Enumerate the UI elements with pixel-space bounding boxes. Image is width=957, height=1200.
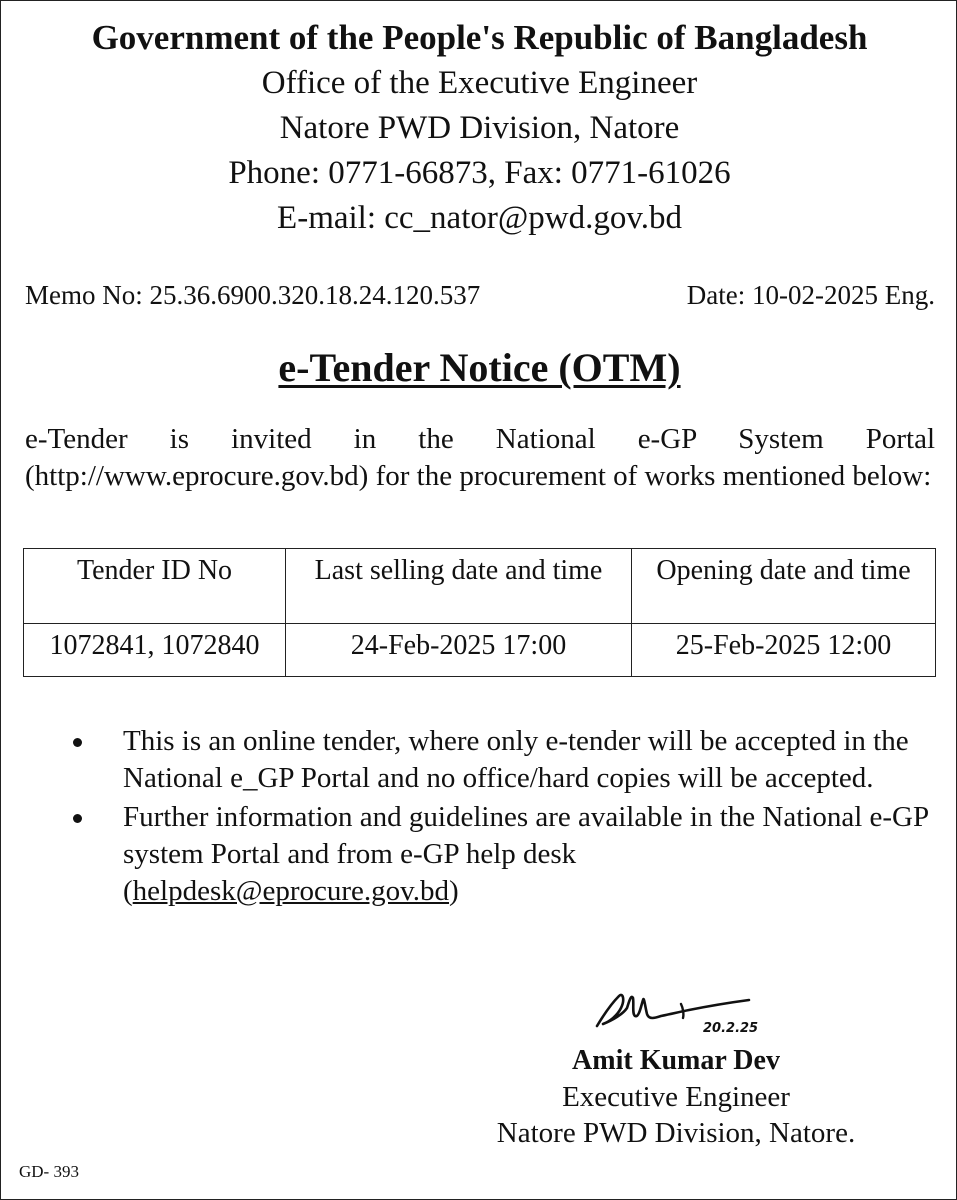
signatory-office: Natore PWD Division, Natore. — [496, 1117, 856, 1149]
phone-fax: Phone: 0771-66873, Fax: 0771-61026 — [228, 155, 731, 191]
government-title: Government of the People's Republic of Bangladesh — [91, 18, 868, 57]
column-header-tender-id: Tender ID No — [24, 549, 286, 624]
signatory-name: Amit Kumar Dev — [572, 1045, 780, 1076]
cell-opening: 25-Feb-2025 12:00 — [632, 624, 936, 677]
notice-title-text: e-Tender Notice (OTM) — [278, 345, 681, 390]
memo-date: Date: 10-02-2025 Eng. — [686, 280, 935, 310]
letterhead — [1, 15, 957, 241]
signatory-block — [461, 1043, 891, 1151]
memo-row — [25, 277, 935, 313]
conditions-list — [61, 723, 941, 912]
table-row — [24, 624, 936, 677]
memo-number: Memo No: 25.36.6900.320.18.24.120.537 — [25, 280, 481, 310]
signatory-designation: Executive Engineer — [562, 1081, 790, 1113]
list-item — [61, 723, 941, 797]
column-header-last-selling: Last selling date and time — [286, 549, 632, 624]
bullet-icon — [73, 738, 82, 747]
division-name: Natore PWD Division, Natore — [279, 110, 680, 146]
condition-online-only: This is an online tender, where only e-tender will be accepted in the National e_GP Portal and no office/hard copies will be accepted. — [123, 725, 909, 794]
signature-image — [589, 986, 769, 1041]
condition-further-info: Further information and guidelines are available in the National e-GP system Portal and from e-GP help desk — [123, 801, 929, 870]
column-header-opening: Opening date and time — [632, 549, 936, 624]
paren-close: ) — [449, 875, 459, 907]
office-name: Office of the Executive Engineer — [261, 65, 698, 101]
table-header-row — [24, 549, 936, 624]
notice-title — [1, 343, 957, 393]
office-email: E-mail: cc_nator@pwd.gov.bd — [277, 200, 682, 236]
paren-open: ( — [123, 875, 133, 907]
cell-last-selling: 24-Feb-2025 17:00 — [286, 624, 632, 677]
intro-paragraph: e-Tender is invited in the National e-GP System Portal (http://www.eprocure.gov.bd) for the procurement of works mentioned below: — [25, 423, 935, 492]
tender-table — [23, 548, 936, 677]
cell-tender-ids: 1072841, 1072840 — [24, 624, 286, 677]
bullet-icon — [73, 814, 82, 823]
list-item — [61, 799, 941, 910]
gd-code: GD- 393 — [19, 1162, 79, 1181]
helpdesk-email-link[interactable]: helpdesk@eprocure.gov.bd — [132, 875, 450, 907]
signature-date-note: 20.2.25 — [703, 1021, 759, 1036]
